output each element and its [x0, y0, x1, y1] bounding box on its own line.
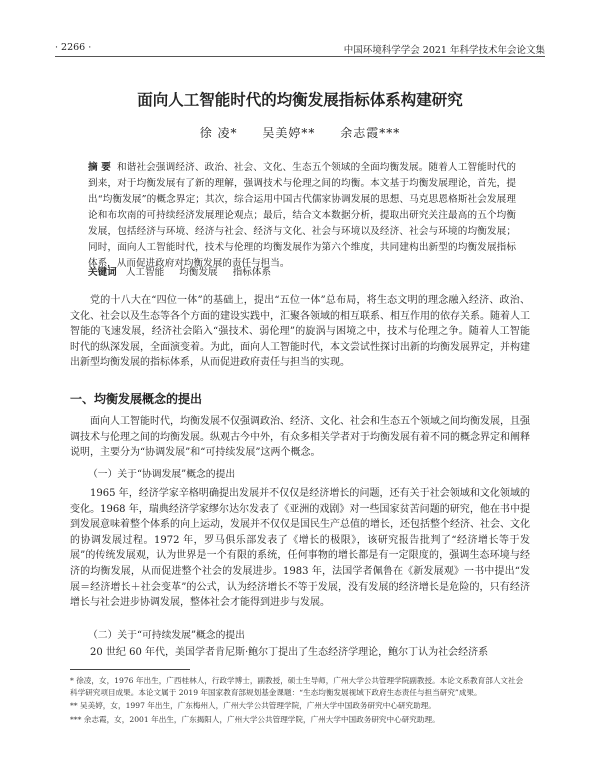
keyword: 人工智能 — [125, 267, 165, 278]
footnote: * 徐凌，女，1976 年出生，广西桂林人，行政学博士，副教授，硕士生导师，广州大学公共管理学院副教授。本论文系教育部人文社会科学研究项目成果。本论文属于 2019 年国家教育部规划基金课题：“生态均衡发展视域下政府生态责任与担当研究”成果。 — [70, 676, 524, 697]
author-1: 徐 凌* — [199, 126, 238, 140]
keywords-label: 关键词 — [88, 267, 117, 278]
author-3: 余志霞*** — [340, 126, 401, 140]
author-2: 吴美婷** — [262, 126, 316, 140]
keyword: 指标体系 — [232, 267, 272, 278]
page-number: · 2266 · — [55, 42, 92, 53]
keywords — [88, 264, 516, 278]
abstract-label: 摘 要 — [88, 162, 111, 173]
footnotes — [70, 675, 530, 727]
subsection-heading: （一）关于“协调发展”概念的提出 — [88, 469, 236, 480]
intro-paragraph: 党的十八大在“四位一体”的基础上，提出“五位一体”总布局，将生态文明的理念融入经济、政治、文化、社会以及生态等各个方面的建设实践中，汇聚各领域的相互联系、相互作用的依存关系。随着人工智能的飞速发展，经济社会陷入“强技术、弱伦理”的旋涡与困境之中，技术与伦理之争。随着人工智能时代的纵深发展，全面演变着。为此，面向人工智能时代，本文尝试性探讨出新的均衡发展界定，并构建出新型均衡发展的指标体系，从而促进政府责任与担当的实现。 — [70, 295, 530, 369]
subsection-heading: （二）关于“可持续发展”概念的提出 — [88, 630, 245, 641]
body-paragraph: 面向人工智能时代，均衡发展不仅强调政治、经济、文化、社会和生态五个领域之间均衡发展，且强调技术与伦理之间的均衡发展。纵观古今中外，有众多相关学者对于均衡发展有着不同的概念界定和阐释说明，主要分为“协调发展”和“可持续发展”这两个概念。 — [70, 416, 530, 459]
keyword: 均衡发展 — [179, 267, 218, 278]
footnote-divider — [70, 669, 190, 670]
abstract — [88, 160, 516, 272]
paper-title: 面向人工智能时代的均衡发展指标体系构建研究 — [137, 91, 463, 109]
body-paragraph: 20 世纪 60 年代，美国学者肯尼斯·鲍尔丁提出了生态经济学理论，鲍尔丁认为社会经济系 — [90, 647, 489, 658]
author-list — [55, 124, 545, 141]
journal-title: 中国环境科学学会 2021 年科学技术年会论文集 — [343, 45, 545, 56]
running-header — [55, 40, 545, 57]
footnote: ** 吴美婷，女，1997 年出生，广东梅州人，广州大学公共管理学院，广州大学中国政务研究中心研究助理。 — [70, 701, 436, 710]
section-heading: 一、均衡发展概念的提出 — [70, 392, 203, 406]
footnote: *** 余志霞，女，2001 年出生，广东揭阳人，广州大学公共管理学院，广州大学中国政务研究中心研究助理。 — [70, 714, 440, 724]
body-paragraph: 1965 年，经济学家辛格明确提出发展并不仅仅是经济增长的问题，还有关于社会领域和文化领域的变化。1968 年，瑞典经济学家缪尔达尔发表了《亚洲的戏剧》对一些国家贫苦问题的研究，他在书中提到发展意味着整个体系的向上运动，发展并不仅仅是国民生产总值的增长，还包括整个经济、社会、文化的协调发展过程。1972 年，罗马俱乐部发表了《增长的极限》，该研究报告批判了“经济增长等于发展”的传统发展观，认为世界是一个有限的系统，任何事物的增长都是有一定限度的，强调生态环境与经济的均衡发展，从而促进整个社会的发展进步。1983 年，法国学者佩鲁在《新发展观》一书中提出“发展＝经济增长＋社会变革”的公式，认为经济增长不等于发展，没有发展的经济增长是危险的，只有经济增长与社会进步协调发展，整体社会才能得到进步与发展。 — [70, 488, 530, 609]
abstract-text: 和谐社会强调经济、政治、社会、文化、生态五个领域的全面均衡发展。随着人工智能时代的到来，对于均衡发展有了新的理解，强调技术与伦理之间的均衡。本文基于均衡发展理论，首先，提出“均衡发展”的概念界定；其次，综合运用中国古代儒家协调发展的思想、马克思恩格斯社会发展理论和布坎南的可持续经济发展理论观点；最后，结合文本数据分析，提取出研究关注最高的五个均衡发展，包括经济与环境、经济与社会、经济与文化、社会与环境以及经济、社会与环境的均衡发展；同时，面向人工智能时代，技术与伦理的均衡发展作为第六个维度，共同建构出新型的均衡发展指标体系，从而促进政府对均衡发展的责任与担当。 — [88, 162, 517, 269]
